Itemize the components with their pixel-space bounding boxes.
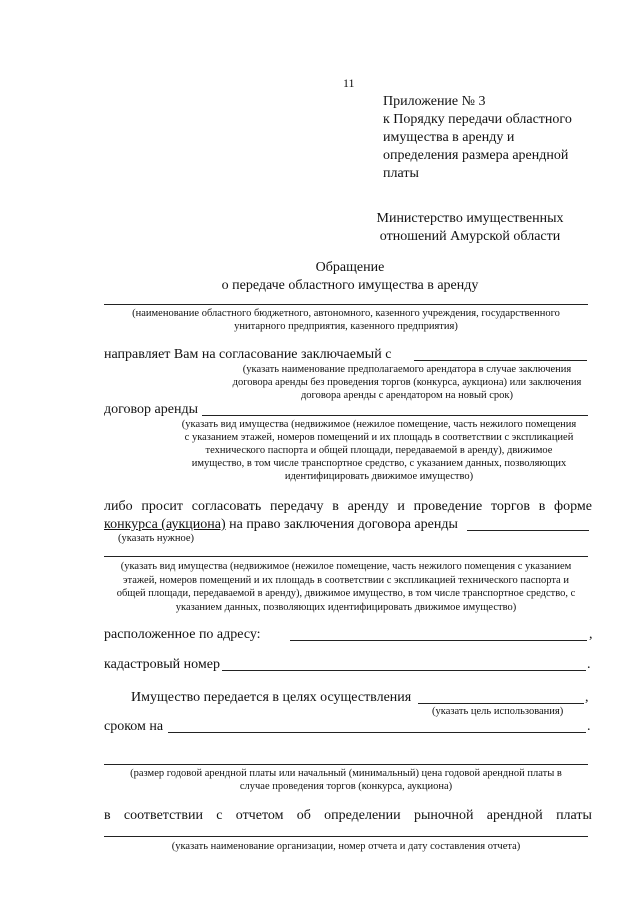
hint-line: (указать вид имущества (недвижимое (нежилое помещение, часть нежилого помещения (181, 419, 577, 430)
report-hint: (указать наименование организации, номер отчета и дату составления отчета) (171, 841, 521, 852)
purpose-hint: (указать цель использования) (432, 706, 564, 717)
page-number: 11 (343, 76, 355, 90)
appendix-line: Приложение № 3 (383, 94, 486, 109)
contract-label: договор аренды (104, 402, 198, 417)
contest-field[interactable] (467, 530, 589, 531)
appendix-block (383, 93, 572, 183)
contest-line (104, 516, 458, 533)
cadastral-period: . (587, 657, 591, 672)
purpose-field[interactable] (418, 703, 584, 704)
term-period: . (587, 719, 591, 734)
word: рыночной (413, 808, 474, 823)
hint-line: идентифицировать движимое имущество) (284, 471, 474, 482)
purpose-label: Имущество передается в целях осуществления (131, 690, 412, 705)
purpose-comma: , (585, 690, 589, 705)
word: определении (324, 808, 401, 823)
term-label: сроком на (104, 719, 164, 734)
rent-field[interactable] (104, 764, 588, 765)
addressee-block (360, 210, 580, 246)
hint-line: общей площади, передаваемой в аренду), движимое имущество, в том числе транспортное средство, с (116, 588, 576, 599)
needed-hint: (указать нужное) (118, 533, 195, 544)
hint-line: (наименование областного бюджетного, автономного, казенного учреждения, государственного (132, 308, 560, 319)
tenant-hint (226, 363, 588, 402)
hint-line: этажей, номеров помещений и их площадь в соответствии с экспликацией технического паспорта и (123, 574, 569, 586)
appendix-line: определения размера арендной (383, 148, 569, 163)
addressee-line: Министерство имущественных (376, 211, 564, 226)
appendix-line: платы (383, 166, 419, 181)
hint-line: случае проведения торгов (конкурса, аукциона) (239, 781, 453, 792)
term-field[interactable] (168, 732, 586, 733)
hint-line: имущество, в том числе транспортное средство, с указанием данных, позволяющих (191, 458, 567, 469)
document-title: Обращение (315, 260, 385, 275)
report-field[interactable] (104, 836, 588, 837)
appendix-line: имущества в аренду и (383, 130, 515, 145)
appendix-line: к Порядку передачи областного (383, 112, 572, 127)
word: отчетом (235, 808, 284, 823)
property2-field[interactable] (104, 556, 588, 557)
property-hint (170, 418, 588, 483)
org-name-field[interactable] (104, 304, 588, 305)
word: с (216, 808, 223, 823)
or-requests-label: либо просит согласовать передачу в аренду и проведение торгов в форме (104, 499, 592, 514)
tenant-field[interactable] (414, 360, 587, 361)
contest-rest: на право заключения договора аренды (229, 517, 458, 532)
word: в (104, 808, 111, 823)
address-comma: , (589, 627, 593, 642)
contest-choice: конкурса (аукциона) (104, 517, 226, 532)
address-field[interactable] (290, 640, 587, 641)
accordance-line (104, 807, 592, 824)
document-subtitle: о передаче областного имущества в аренду (221, 278, 479, 293)
property2-hint (100, 560, 592, 614)
hint-line: с указанием этажей, номеров помещений и их площадь в соответствии с экспликацией (184, 432, 574, 443)
rent-hint (104, 767, 588, 793)
hint-line: (размер годовой арендной платы или начальный (минимальный) цена годовой арендной платы в (130, 768, 562, 779)
hint-line: указанием данных, позволяющих идентифицировать движимое имущество) (175, 601, 517, 613)
cadastral-label: кадастровый номер (104, 657, 220, 672)
word: об (296, 808, 311, 823)
hint-line: (указать наименование предполагаемого арендатора в случае заключения (242, 364, 572, 375)
sends-label: направляет Вам на согласование заключаемый с (104, 347, 392, 362)
hint-line: договора аренды без проведения торгов (конкурса, аукциона) или заключения (232, 377, 582, 388)
hint-line: технического паспорта и общей площади, передаваемой в аренду), движимое (205, 445, 553, 456)
word: соответствии (123, 808, 203, 823)
hint-line: договора аренды с арендатором на новый срок) (300, 390, 514, 401)
address-label: расположенное по адресу: (104, 627, 261, 642)
word: платы (556, 808, 592, 823)
hint-line: (указать вид имущества (недвижимое (нежилое помещение, часть нежилого помещения с указанием (120, 561, 572, 572)
property-field[interactable] (202, 415, 588, 416)
hint-line: унитарного предприятия, казенного предприятия) (234, 321, 458, 332)
org-name-hint (104, 307, 588, 333)
addressee-line: отношений Амурской области (379, 229, 561, 244)
cadastral-field[interactable] (222, 670, 586, 671)
word: арендной (486, 808, 543, 823)
